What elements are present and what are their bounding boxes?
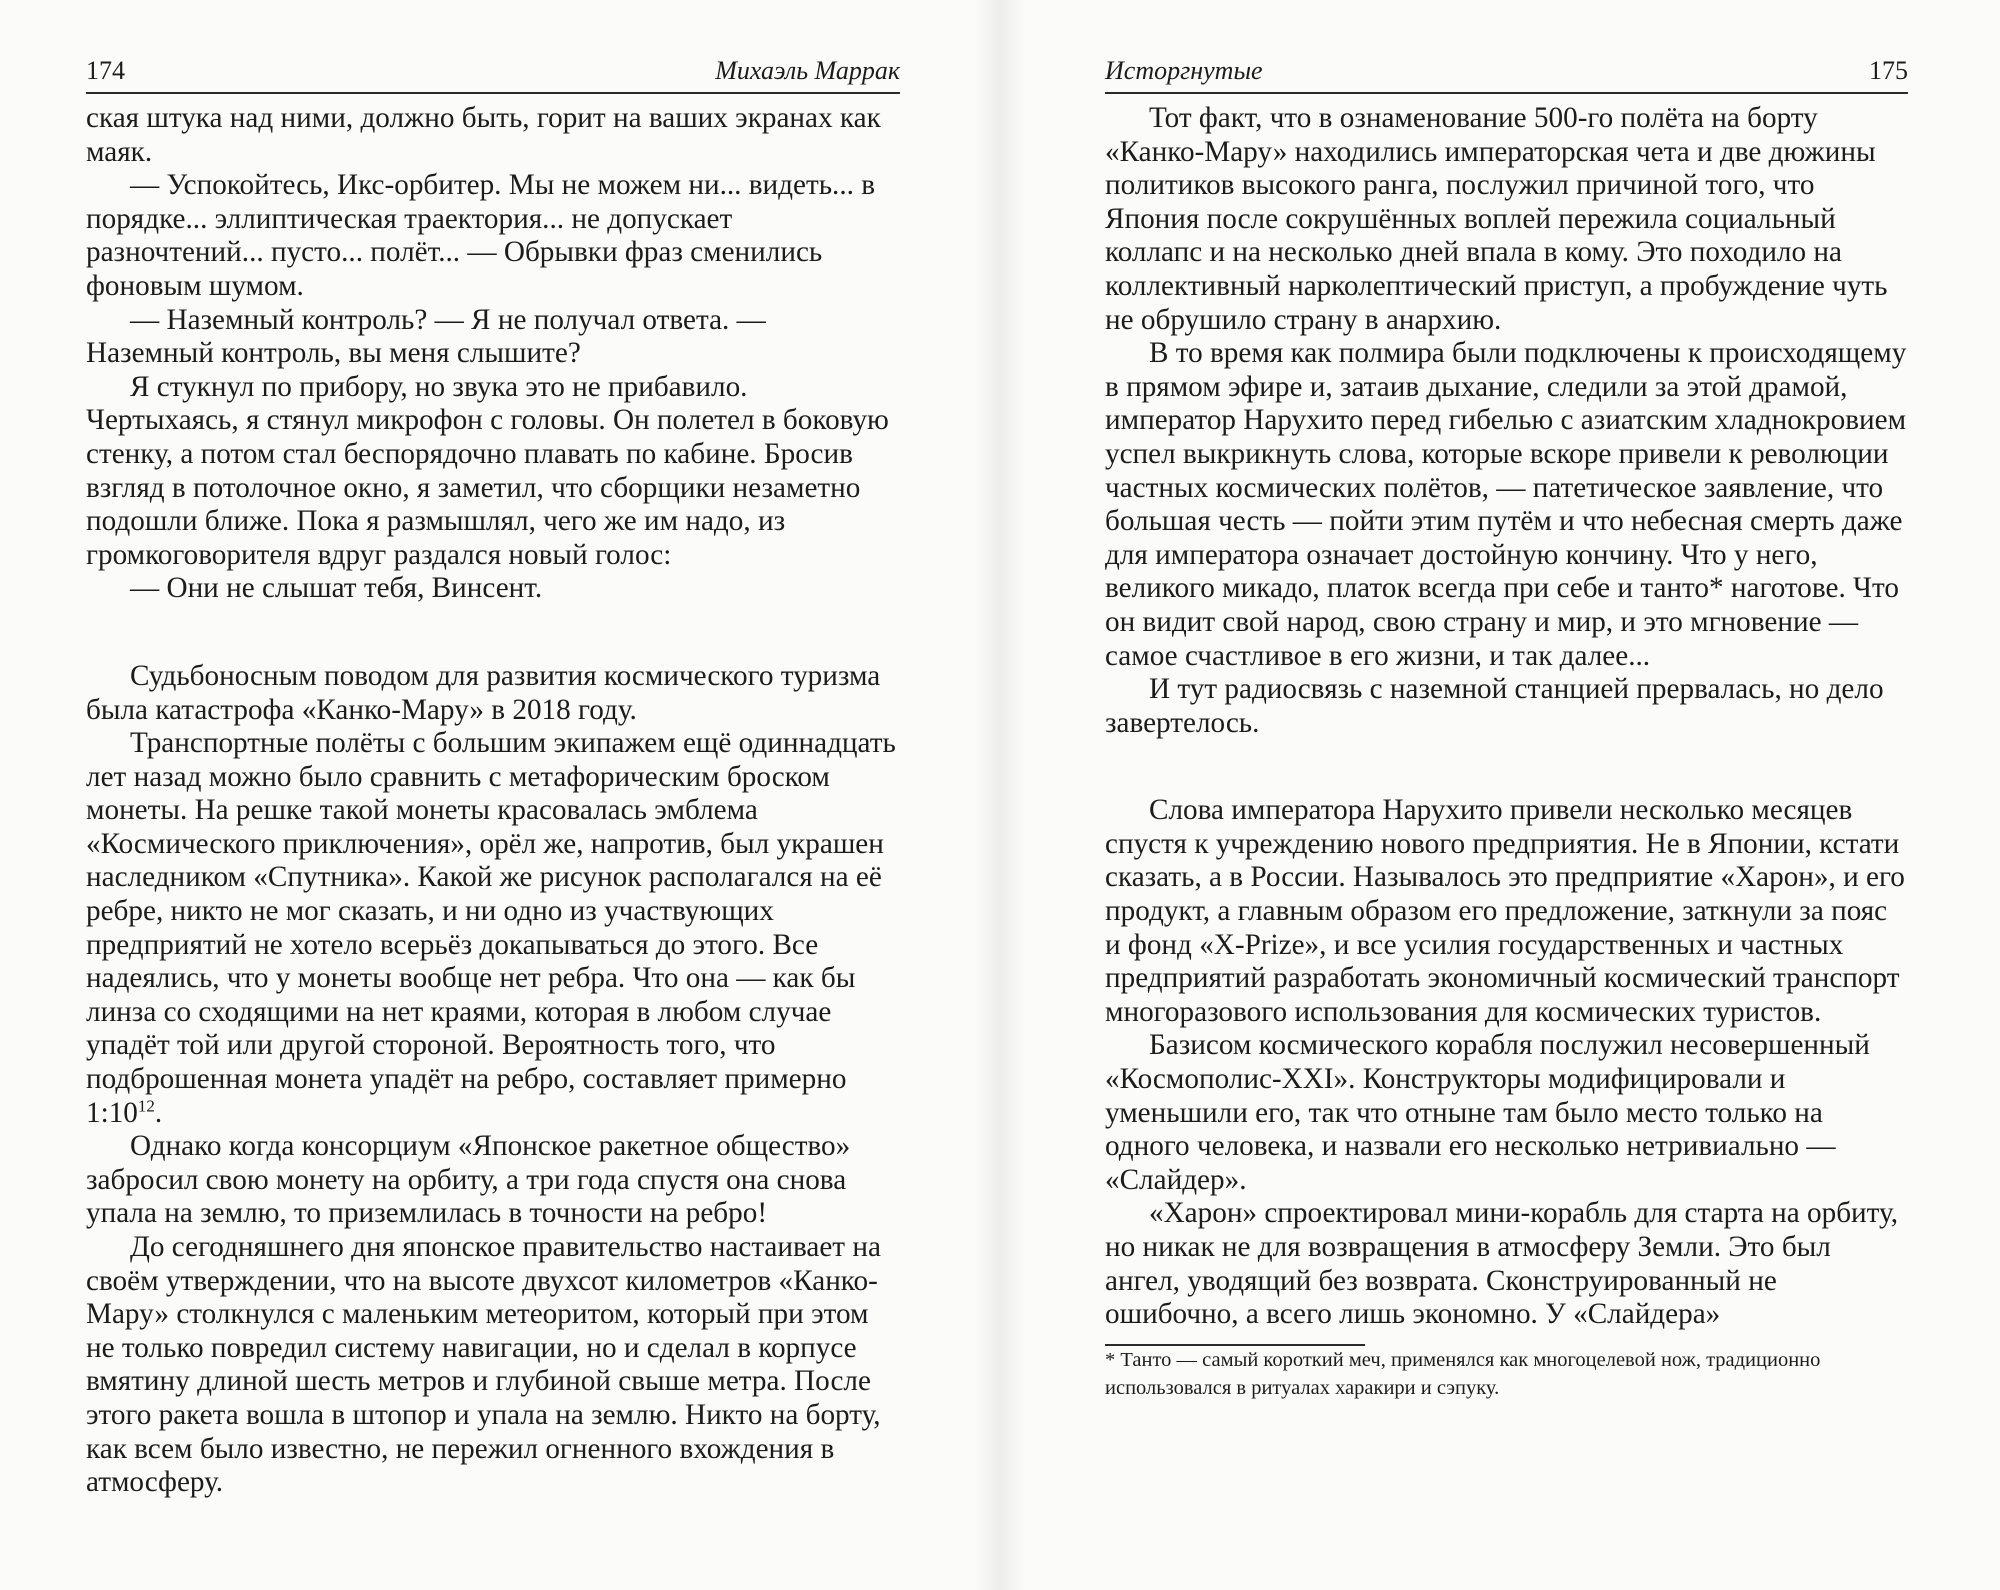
paragraph: До сегодняшнего дня японское правительство настаивает на своём утверждении, что на высоте двухсот километров «Канко-Мару» столкнулся с маленьким метеоритом, который при этом не только повредил систему навигации, но и сделал в корпусе вмятину длиной шесть метров и глубиной свыше метра. После этого ракета вошла в штопор и упала на землю. Никто на борту, как всем было известно, не пережил огненного вхождения в атмосферу. [86, 1231, 881, 1499]
right-page [1000, 0, 2000, 1590]
right-page-number: 175 [1869, 56, 1908, 85]
paragraph: И тут радиосвязь с наземной станцией прервалась, но дело завертелось. [1105, 673, 1884, 739]
footnote: * Танто — самый короткий меч, применялся как многоцелевой нож, традиционно использовался в ритуалах харакири и сэпуку. [1105, 1348, 1821, 1399]
right-page-body [1105, 102, 1908, 1402]
paragraph: Слова императора Нарухито привели несколько месяцев спустя к учреждению нового предприятия. Не в Японии, кстати сказать, а в России. Называлось это предприятие «Харон», и его продукт, а главным образом его предложение, заткнули за пояс и фонд «X-Prize», и все усилия государственных и частных предприятий разработать экономичный космический транспорт многоразового использования для космических туристов. [1105, 794, 1905, 1028]
left-page-body [86, 102, 900, 1500]
paragraph: — Они не слышат тебя, Винсент. [130, 572, 543, 605]
left-running-head: Михаэль Маррак [715, 56, 900, 85]
book-gutter-shadow [975, 0, 1025, 1590]
paragraph: — Успокойтесь, Икс-орбитер. Мы не можем ни... видеть... в порядке... эллиптическая траектория... не допускает разночтений... пусто... полёт... — Обрывки фраз сменились фоновым шумом. [86, 169, 876, 302]
paragraph-text: Транспортные полёты с большим экипажем ещё одиннадцать лет назад можно было сравнить с метафорическим броском монеты. На решке такой монеты красовалась эмблема «Космического приключения», орёл же, напротив, был украшен наследником «Спутника». Какой же рисунок располагался на её ребре, никто не мог сказать, и ни одно из участвующих предприятий не хотело всерьёз докапываться до этого. Все надеялись, что у монеты вообще нет ребра. Что она — как бы линза со сходящими на нет краями, которая в любом случае упадёт той или другой стороной. Вероятность того, что подброшенная монета упадёт на ребро, составляет примерно 1:10 [86, 727, 896, 1129]
left-page-header [86, 52, 900, 94]
paragraph: В то время как полмира были подключены к происходящему в прямом эфире и, затаив дыхание, следили за этой драмой, император Нарухито перед гибелью с азиатским хладнокровием успел выкрикнуть слова, которые вскоре привели к революции частных космических полётов, — патетическое заявление, что большая честь — пойти этим путём и что небесная смерть даже для императора означает достойную кончину. Что у него, великого микадо, платок всегда при себе и танто* наготове. Что он видит свой народ, свою страну и мир, и это мгновение — самое счастливое в его жизни, и так далее... [1105, 337, 1907, 672]
paragraph: ская штука над ними, должно быть, горит на ваших экранах как маяк. [86, 102, 881, 168]
superscript-exponent: 12 [137, 1095, 155, 1115]
right-page-header [1105, 52, 1908, 94]
paragraph: «Харон» спроектировал мини-корабль для старта на орбиту, но никак не для возвращения в атмосферу Земли. Это был ангел, уводящий без возврата. Сконструированный не ошибочно, а всего лишь экономно. У «Слайдера» [1105, 1197, 1899, 1331]
paragraph: Тот факт, что в ознаменование 500-го полёта на борту «Канко-Мару» находились императорская чета и две дюжины политиков высокого ранга, послужил причиной того, что Япония после сокрушённых воплей пережила социальный коллапс и на несколько дней впала в кому. Это походило на коллективный нарколептический приступ, а пробуждение чуть не обрушило страну в анархию. [1105, 102, 1888, 336]
paragraph: — Наземный контроль? — Я не получал ответа. — Наземный контроль, вы меня слышите? [86, 303, 766, 370]
right-running-head: Исторгнутые [1105, 56, 1263, 85]
paragraph: Базисом космического корабля послужил несовершенный «Космополис-XXI». Конструкторы модифицировали и уменьшили его, так что отныне там было место только на одного человека, и назвали его несколько нетривиально — «Слайдер». [1105, 1029, 1870, 1196]
paragraph: Однако когда консорциум «Японское ракетное общество» забросил свою монету на орбиту, а три года спустя она снова упала на землю, то приземлилась в точности на ребро! [86, 1130, 851, 1230]
sentence-end: . [154, 1096, 163, 1129]
paragraph-with-superscript [86, 727, 900, 1130]
left-page-number: 174 [86, 56, 125, 85]
paragraph: Судьбоносным поводом для развития космического туризма была катастрофа «Канко-Мару» в 2018 году. [86, 659, 881, 726]
paragraph: Я стукнул по прибору, но звука это не прибавило. Чертыхаясь, я стянул микрофон с головы. Он полетел в боковую стенку, а потом стал беспорядочно плавать по кабине. Бросив взгляд в потолочное окно, я заметил, что сборщики незаметно подошли ближе. Пока я размышлял, чего же им надо, из громкоговорителя вдруг раздался новый голос: [86, 370, 889, 571]
